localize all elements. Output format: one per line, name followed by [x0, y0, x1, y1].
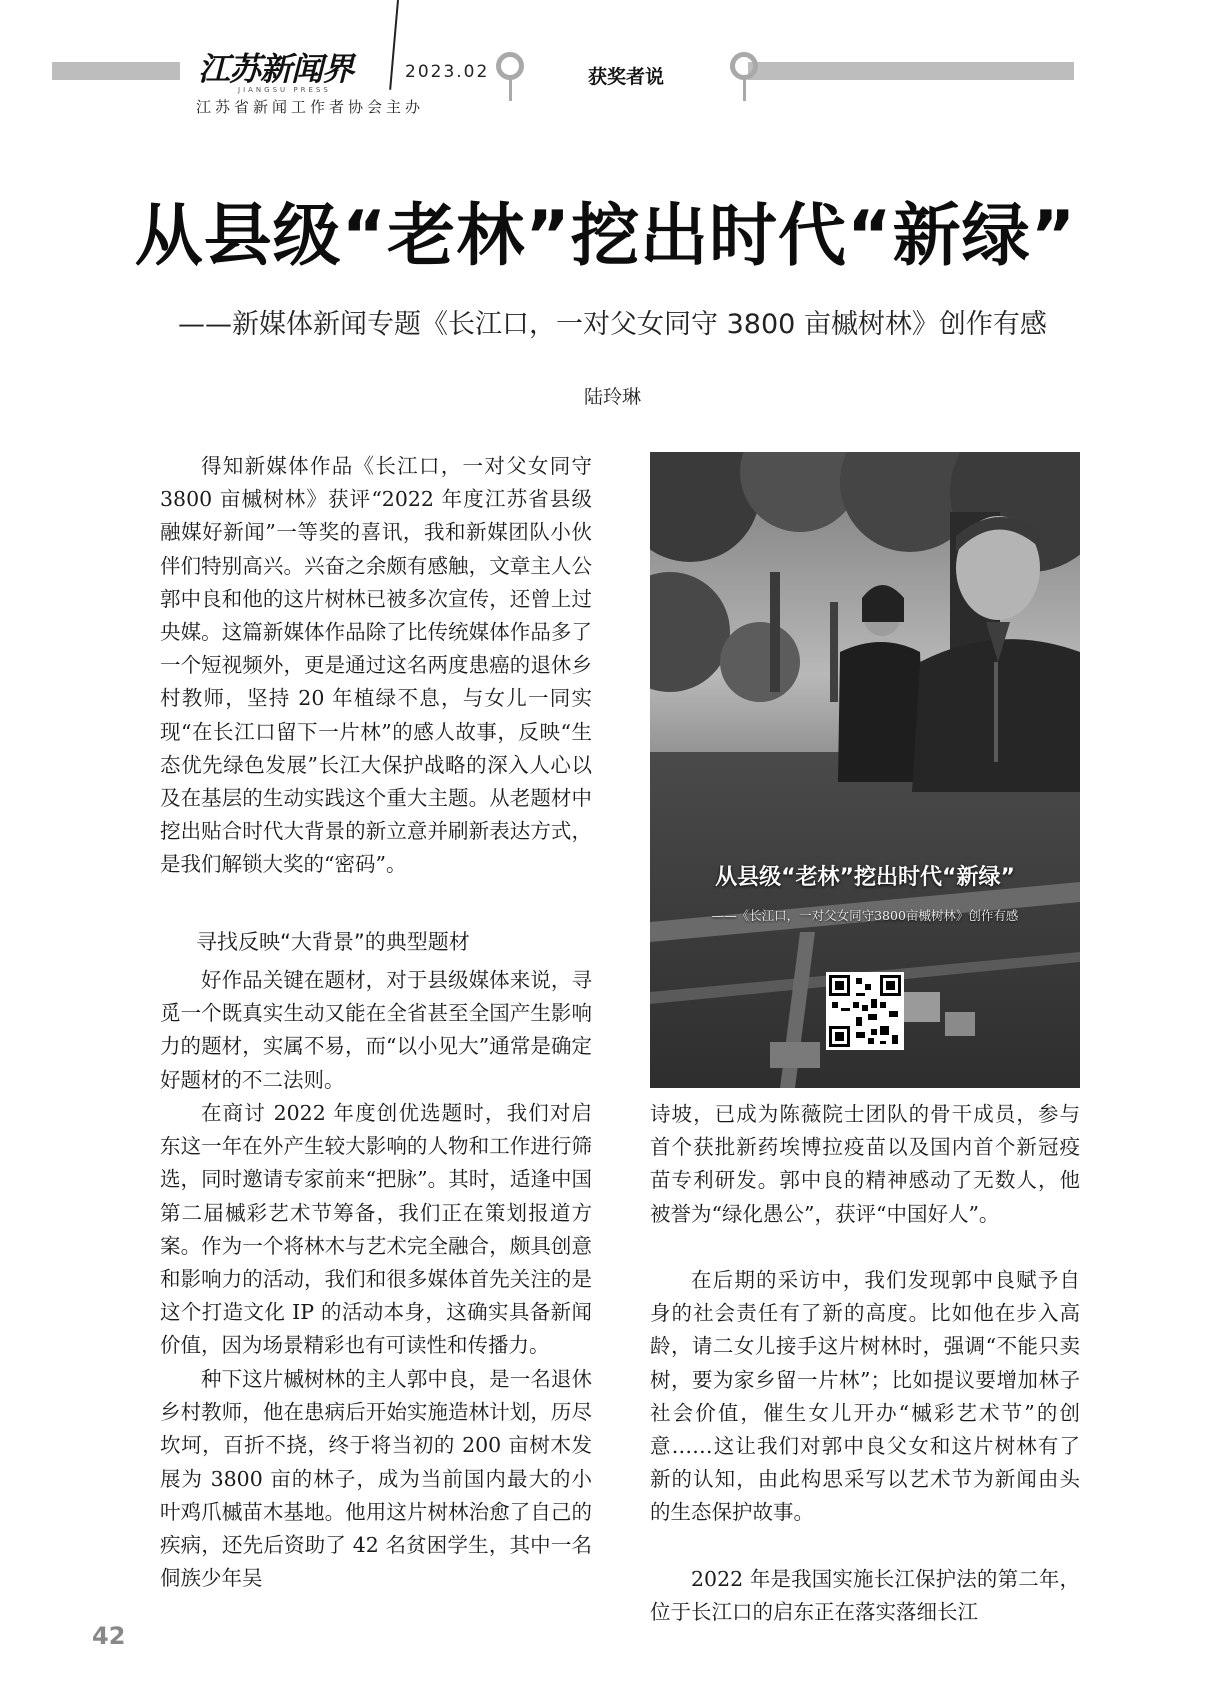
left-paragraph-3: 在商讨 2022 年度创优选题时，我们对启东这一年在外产生较大影响的人物和工作进行筛选，同时邀请专家前来“把脉”。其时，适逢中国第二届槭彩艺术节筹备，我们正在策划报道方案。作为一个将林木与艺术完全融合，颇具创意和影响力的活动，我们和很多媒体首先关注的是这个打造文化 IP 的活动本身，这确实具备新闻价值，因为场景精彩也有可读性和传播力。	[160, 1101, 592, 1358]
left-paragraph-1: 得知新媒体作品《长江口，一对父女同守 3800 亩槭树林》获评“2022 年度江苏省县级融媒好新闻”一等奖的喜讯，我和新媒团队小伙伴们特别高兴。兴奋之余颇有感触，文章主人公郭中良和他的这片树林已被多次宣传，还曾上过央媒。这篇新媒体作品除了比传统媒体作品多了一个短视频外，更是通过这名两度患癌的退休乡村教师，坚持 20 年植绿不息，与女儿一同实现“在长江口留下一片林”的感人故事，反映“生态优先绿色发展”长江大保护战略的深入人心以及在基层的生动实践这个重大主题。从老题材中挖出贴合时代大背景的新立意并刷新表达方式，是我们解锁大奖的“密码”。	[160, 454, 592, 877]
article-author: 陆玲琳	[583, 386, 641, 408]
journal-host: 江苏省新闻工作者协会主办	[196, 98, 425, 116]
section-name: 获奖者说	[588, 66, 665, 88]
journal-logo: 江苏新闻界	[198, 50, 354, 88]
pin-icon	[496, 52, 524, 80]
right-paragraph-2: 在后期的采访中，我们发现郭中良赋予自身的社会责任有了新的高度。比如他在步入高龄，请二女儿接手这片树林时，强调“不能只卖树，要为家乡留一片林”；比如提议要增加林子社会价值，催生女儿开办“槭彩艺术节”的创意……这让我们对郭中良父女和这片树林有了新的认知，由此构思采写以艺术节为新闻由头的生态保护故事。	[650, 1268, 1080, 1525]
article-subtitle: ——新媒体新闻专题《长江口，一对父女同守 3800 亩槭树林》创作有感	[178, 309, 1047, 340]
left-paragraph-4: 种下这片槭树林的主人郭中良，是一名退休乡村教师，他在患病后开始实施造林计划，历尽坎坷，百折不挠，终于将当初的 200 亩树木发展为 3800 亩的林子，成为当前国内最大的小叶鸡爪槭苗木基地。他用这片树林治愈了自己的疾病，还先后资助了 42 名贫困学生，其中一名侗族少年吴	[160, 1367, 592, 1591]
qr-pattern	[829, 975, 901, 1047]
header-divider	[389, 0, 399, 90]
header-bar-right	[748, 62, 1074, 80]
photo-title: 从县级“老林”挖出时代“新绿”	[715, 865, 1015, 890]
qr-code-icon[interactable]	[826, 972, 904, 1050]
journal-logo-subtitle: JIANGSU PRESS	[238, 86, 331, 94]
right-paragraph-3: 2022 年是我国实施长江保护法的第二年，位于长江口的启东正在落实落细长江	[650, 1567, 1080, 1625]
issue-number: 2023.02	[405, 62, 490, 82]
article-photo	[650, 452, 1080, 1088]
section-subheading: 寻找反映“大背景”的典型题材	[196, 930, 470, 954]
right-paragraph-1: 诗坡，已成为陈薇院士团队的骨干成员，参与首个获批新药埃博拉疫苗以及国内首个新冠疫苗专利研发。郭中良的精神感动了无数人，他被誉为“绿化愚公”，获评“中国好人”。	[650, 1102, 1080, 1226]
pin-icon	[730, 52, 758, 80]
article-title: 从县级“老林”挖出时代“新绿”	[134, 197, 1077, 276]
page-number: 42	[92, 1622, 126, 1650]
left-paragraph-2: 好作品关键在题材，对于县级媒体来说，寻觅一个既真实生动又能在全省甚至全国产生影响力的题材，实属不易，而“以小见大”通常是确定好题材的不二法则。	[160, 968, 592, 1092]
photo-subtitle: ——《长江口，一对父女同守3800亩槭树林》创作有感	[711, 908, 1019, 923]
header-bar-left	[52, 62, 180, 80]
